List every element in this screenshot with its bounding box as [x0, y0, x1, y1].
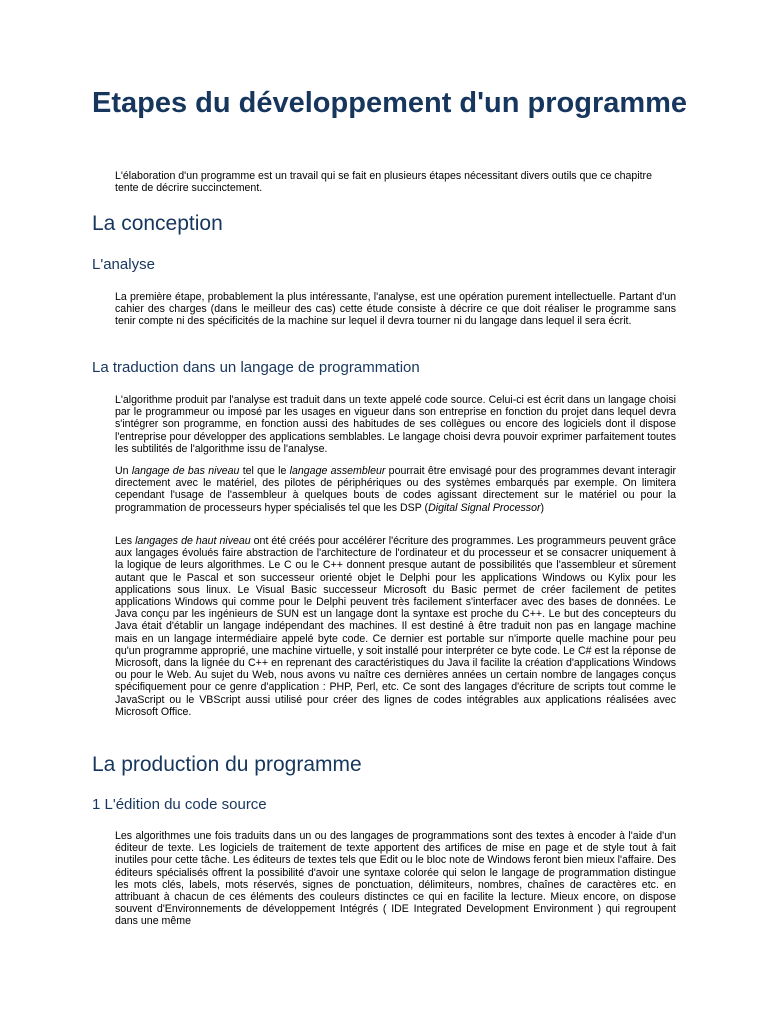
section-heading-conception: La conception	[92, 212, 223, 235]
italic-term: langage de bas niveau	[131, 465, 240, 477]
text-run: tel que le	[239, 465, 290, 477]
traduction-paragraph-2	[115, 465, 676, 514]
subsection-heading-edition: 1 L'édition du code source	[92, 796, 267, 813]
italic-term: langage assembleur	[289, 465, 386, 477]
intro-paragraph: L'élaboration d'un programme est un travail qui se fait en plusieurs étapes nécessitant divers outils que ce chapitre tente de décrire succinctement.	[115, 170, 652, 195]
italic-term: langages de haut niveau	[135, 535, 251, 547]
edition-paragraph: Les algorithmes une fois traduits dans un ou des langages de programmations sont des textes à encoder à l'aide d'un éditeur de texte. Les logiciels de traitement de texte apportent des artifices de mise en page et de style tout à fait inutiles pour cette tâche. Les éditeurs de textes tels que Edit ou le bloc note de Windows feront bien mieux l'affaire. Des éditeurs spécialisés offrent la possibilité d'avoir une syntaxe colorée qui selon le langage de programmation distingue les mots clés, labels, mots réservés, signes de ponctuation, délimiteurs, nombres, chaînes de caractères etc. en attribuant à chacun de ces éléments des couleurs distinctes ce qui en facilite la lecture. Mieux encore, on dispose souvent d'Environnements de développement Intégrés ( IDE Integrated Development Environment ) qui regroupent dans une même	[115, 830, 676, 928]
text-run: ont été créés pour accélérer l'écriture des programmes. Les programmeurs peuvent grâce aux langages évolués faire abstraction de l'architecture de l'ordinateur et du processeur et se consacrer uniquement à la logique de leurs algorithmes. Le C ou le C++ donnent presque autant de possibilités que l'assembleur et sûrement autant que le Pascal et son successeur orienté objet le Delphi pour les applications Windows ou Kylix pour les applications sous linux. Le Visual Basic successeur Microsoft du Basic permet de créer facilement de petites applications Windows qui comme pour le Delphi peuvent très facilement s'interfacer avec des bases de données. Le Java conçu par les ingénieurs de SUN est un langage dont la syntaxe est proche du C++. Le but des concepteurs du Java était d'établir un langage indépendant des machines. Il est destiné à être traduit non pas en langage machine mais en un langage intermédiaire appelé byte code. Ce dernier est portable sur n'importe quelle machine pour peu qu'un programme approprié, une machine virtuelle, y soit installé pour interpréter ce byte code. Le C# est la réponse de Microsoft, dans la lignée du C++ en reprenant des caractéristiques du Java il facilite la création d'applications Windows ou pour le Web. Au sujet du Web, nous avons vu naître ces dernières années un certain nombre de langages conçus spécifiquement pour ce genre d'application : PHP, Perl, etc. Ce sont des langages d'écriture de scripts tout comme le JavaScript ou le VBScript aussi utilisé pour créer des lignes de codes intégrables aux applications réalisées avec Microsoft Office.	[115, 535, 677, 718]
text-run: Les	[115, 535, 136, 547]
text-run: Un	[115, 465, 132, 477]
traduction-paragraph-1: L'algorithme produit par l'analyse est traduit dans un texte appelé code source. Celui-ci est écrit dans un langage choisi par le programmeur ou imposé par les usages en vigueur dans son entreprise en fonction du projet dans lequel devra s'intégrer son programme, en fonction aussi des habitudes de ses collègues ou encore des logiciels dont il dispose l'entreprise pour développer des applications semblables. Le langage choisi devra pouvoir exprimer parfaitement toutes les subtilités de l'algorithme issu de l'analyse.	[115, 394, 676, 455]
section-heading-production: La production du programme	[92, 753, 362, 776]
page-title: Etapes du développement d'un programme	[92, 87, 688, 119]
subsection-heading-traduction: La traduction dans un langage de programmation	[92, 359, 420, 376]
traduction-paragraph-3	[115, 535, 676, 718]
analyse-paragraph: La première étape, probablement la plus intéressante, l'analyse, est une opération purement intellectuelle. Partant d'un cahier des charges (dans le meilleur des cas) cette étude consiste à décrire ce que doit réaliser le programme sans tenir compte ni des spécificités de la machine sur lequel il devra tourner ni du langage dans lequel il sera écrit.	[115, 291, 676, 328]
text-run: )	[540, 501, 545, 514]
text-run: pourrait être envisagé pour des programmes devant interagir directement avec le matériel, des pilotes de périphériques ou des systèmes embarqués par exemple. On limitera cependant l'usage de l'assembleur à quelques bouts de codes agissant directement sur le matériel ou pour la programmation de processeurs hyper spécialisés tel que les DSP (	[115, 465, 677, 514]
italic-term: Digital Signal Processor	[428, 501, 541, 514]
subsection-heading-analyse: L'analyse	[92, 256, 155, 273]
